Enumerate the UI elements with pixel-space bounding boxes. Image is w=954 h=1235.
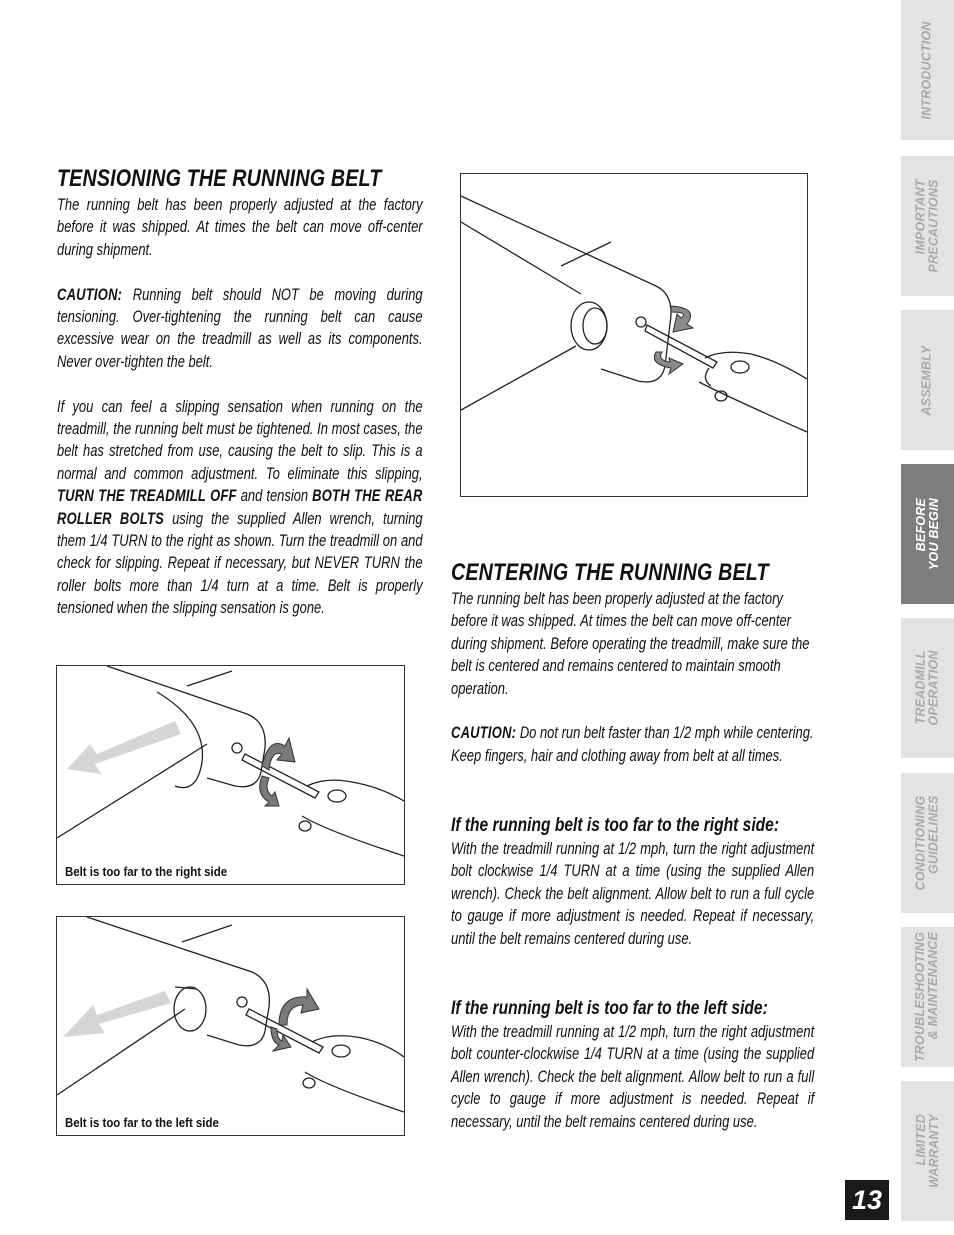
tab-conditioning-guidelines[interactable] [901,773,954,913]
tab-label: CONDITIONING GUIDELINES [913,795,941,891]
tensioning-paragraph-3 [57,396,423,620]
belt-left-caption: Belt is too far to the left side [65,1115,219,1130]
turn-off-emphasis: TURN THE TREADMILL OFF [57,487,237,506]
belt-right-side-figure [56,665,405,885]
tensioning-body [57,194,423,620]
tensioning-p3-a: If you can feel a slipping sensation when running on the treadmill, the running belt must be tightened. In most cases, the belt has stretched from use, causing the belt to slip. This is a normal and common adjustment. To eliminate this slipping, [57,397,423,483]
tab-troubleshooting-maintenance[interactable] [901,927,954,1067]
tab-label: LIMITED WARRANTY [913,1114,941,1188]
centering-paragraph-1: The running belt has been properly adjusted at the factory before it was shipped. At times the belt can move off-center during shipment. Before operating the treadmill, make sure the belt is centered and remains centered to maintain smooth operation. [451,590,810,698]
caution-text: Running belt should NOT be moving during tensioning. Over-tightening the running belt can cause excessive wear on the treadmill as well as its components. Never over-tighten the belt. [57,285,423,371]
treadmill-roller-illustration [57,917,404,1135]
tab-label: BEFORE YOU BEGIN [913,498,941,570]
tab-important-precautions[interactable] [901,156,954,296]
tensioning-title: TENSIONING THE RUNNING BELT [57,165,382,192]
centering-caution [451,722,814,767]
left-side-heading: If the running belt is too far to the left side: [451,998,768,1019]
tensioning-p3-e: using the supplied Allen wrench, turning them 1/4 TURN to the right as shown. Turn the treadmill on and check for slipping. Repeat if necessary, but NEVER TURN the roller bolts more than 1/4 turn at a time. Belt is properly tensioned when the slipping sensation is gone. [57,509,423,618]
tensioning-section [57,165,423,620]
treadmill-roller-illustration [57,666,404,884]
belt-left-side-figure [56,916,405,1136]
tab-treadmill-operation[interactable] [901,618,954,758]
right-side-section [451,815,814,950]
tensioning-paragraph-1: The running belt has been properly adjusted at the factory before it was shipped. At times the belt can move off-center during shipment. [57,196,423,259]
tab-introduction[interactable] [901,0,954,140]
tab-label: IMPORTANT PRECAUTIONS [913,179,941,273]
tab-label: TREADMILL OPERATION [913,650,941,726]
caution-text: Do not run belt faster than 1/2 mph while centering. Keep fingers, hair and clothing away from belt at all times. [451,724,814,765]
rotation-arrow-icon [671,306,693,332]
centering-body [451,588,814,767]
rear-roller-bolts-emphasis: BOTH THE REAR ROLLER BOLTS [57,487,423,528]
tab-label: ASSEMBLY [920,344,934,416]
direction-arrow-icon [67,721,181,774]
tensioning-caution [57,284,423,374]
right-side-heading: If the running belt is too far to the right side: [451,815,780,836]
caution-label: CAUTION: [57,285,123,304]
tab-before-you-begin[interactable] [901,464,954,604]
belt-right-caption: Belt is too far to the right side [65,864,228,879]
tensioning-figure [460,173,808,497]
centering-title: CENTERING THE RUNNING BELT [451,559,769,586]
caution-label: CAUTION: [451,724,517,743]
tensioning-p3-c: and tension [236,487,313,506]
centering-section [451,559,814,790]
section-tabs [901,0,954,1235]
tab-assembly[interactable] [901,310,954,450]
direction-arrow-icon [63,991,171,1037]
left-side-text: With the treadmill running at 1/2 mph, turn the right adjustment bolt counter-clockwise 1/4 TURN at a time (using the supplied Allen wrench). Check the belt alignment. Allow belt to run a full cycle to gauge if more adjustment is needed. Repeat if necessary, until the belt remains centered during use. [451,1023,815,1131]
left-side-section [451,998,814,1133]
page-number: 13 [845,1180,889,1220]
tab-label: TROUBLESHOOTING & MAINTENANCE [913,931,941,1063]
tab-limited-warranty[interactable] [901,1081,954,1221]
rotation-arrow-icon [262,738,295,770]
right-side-text: With the treadmill running at 1/2 mph, turn the right adjustment bolt clockwise 1/4 TURN at a time (using the supplied Allen wrench). Check the belt alignment. Allow belt to run a full cycle to gauge if more adjustment is needed. Repeat if necessary, until the belt remains centered during use. [451,840,815,948]
treadmill-roller-illustration [461,174,807,496]
rotation-arrow-icon [279,989,319,1025]
tab-label: INTRODUCTION [920,20,935,120]
